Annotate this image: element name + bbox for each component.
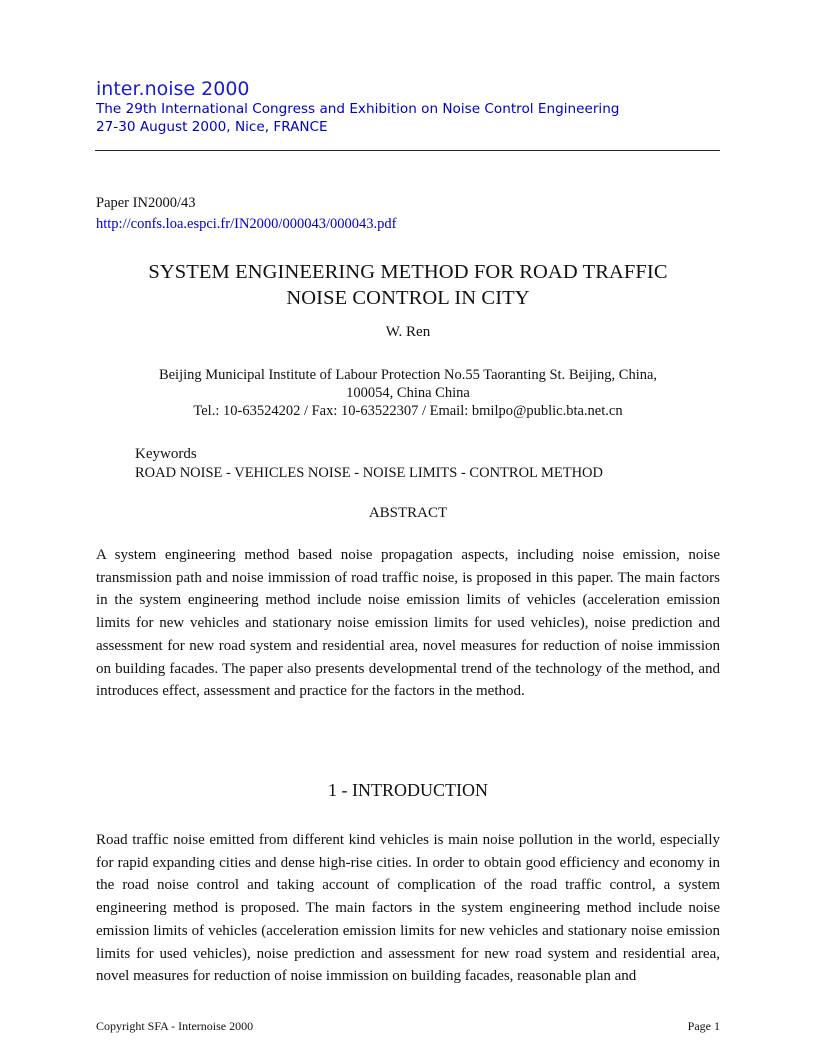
affiliation-line-1: Beijing Municipal Institute of Labour Protection No.55 Taoranting St. Beijing, China, bbox=[158, 367, 658, 383]
conference-dates-place: 27-30 August 2000, Nice, FRANCE bbox=[96, 119, 328, 135]
paper-id: Paper IN2000/43 bbox=[96, 195, 196, 211]
footer-page-number: Page 1 bbox=[687, 1019, 720, 1033]
affiliation-line-2: 100054, China China bbox=[346, 385, 470, 401]
section-heading-introduction: 1 - INTRODUCTION bbox=[328, 780, 488, 800]
paper-url-link[interactable]: http://confs.loa.espci.fr/IN2000/000043/000043.pdf bbox=[96, 216, 397, 232]
author-name: W. Ren bbox=[385, 324, 431, 340]
abstract-heading: ABSTRACT bbox=[368, 505, 448, 521]
header-divider bbox=[95, 150, 720, 151]
keywords-label: Keywords bbox=[135, 446, 197, 462]
affiliation-contact: Tel.: 10-63524202 / Fax: 10-63522307 / Email: bmilpo@public.bta.net.cn bbox=[193, 403, 623, 419]
title-line-2: NOISE CONTROL IN CITY bbox=[286, 287, 530, 309]
conference-name: inter.noise 2000 bbox=[96, 78, 250, 100]
author-affiliation bbox=[96, 366, 720, 420]
keywords-list: ROAD NOISE - VEHICLES NOISE - NOISE LIMITS - CONTROL METHOD bbox=[135, 465, 604, 481]
title-line-1: SYSTEM ENGINEERING METHOD FOR ROAD TRAFFIC bbox=[148, 261, 668, 283]
footer-copyright: Copyright SFA - Internoise 2000 bbox=[96, 1019, 254, 1033]
congress-title: The 29th International Congress and Exhibition on Noise Control Engineering bbox=[96, 101, 620, 117]
introduction-text: Road traffic noise emitted from different kind vehicles is main noise pollution in the world, especially for rapid expanding cities and dense high-rise cities. In order to obtain good efficiency and economy in the road noise control and taking account of complication of the road traffic control, a system engineering method is proposed. The main factors in the system engineering method include noise emission limits of vehicles (acceleration emission limits for new vehicles and stationary noise emission limits for used vehicles), noise prediction and assessment for new road system and residential area, novel measures for reduction of noise immission on building facades, reasonable plan and bbox=[96, 832, 720, 985]
abstract-text: A system engineering method based noise propagation aspects, including noise emission, noise transmission path and noise immission of road traffic noise, is proposed in this paper. The main factors in the system engineering method include noise emission limits of vehicles (acceleration emission limits for new vehicles and stationary noise emission limits for used vehicles), noise prediction and assessment for new road system and residential area, novel measures for reduction of noise immission on building facades. The paper also presents developmental trend of the technology of the method, and introduces effect, assessment and practice for the factors in the method. bbox=[96, 547, 720, 700]
paper-title bbox=[96, 259, 720, 311]
page-footer bbox=[96, 1019, 720, 1035]
conference-header bbox=[96, 78, 720, 136]
